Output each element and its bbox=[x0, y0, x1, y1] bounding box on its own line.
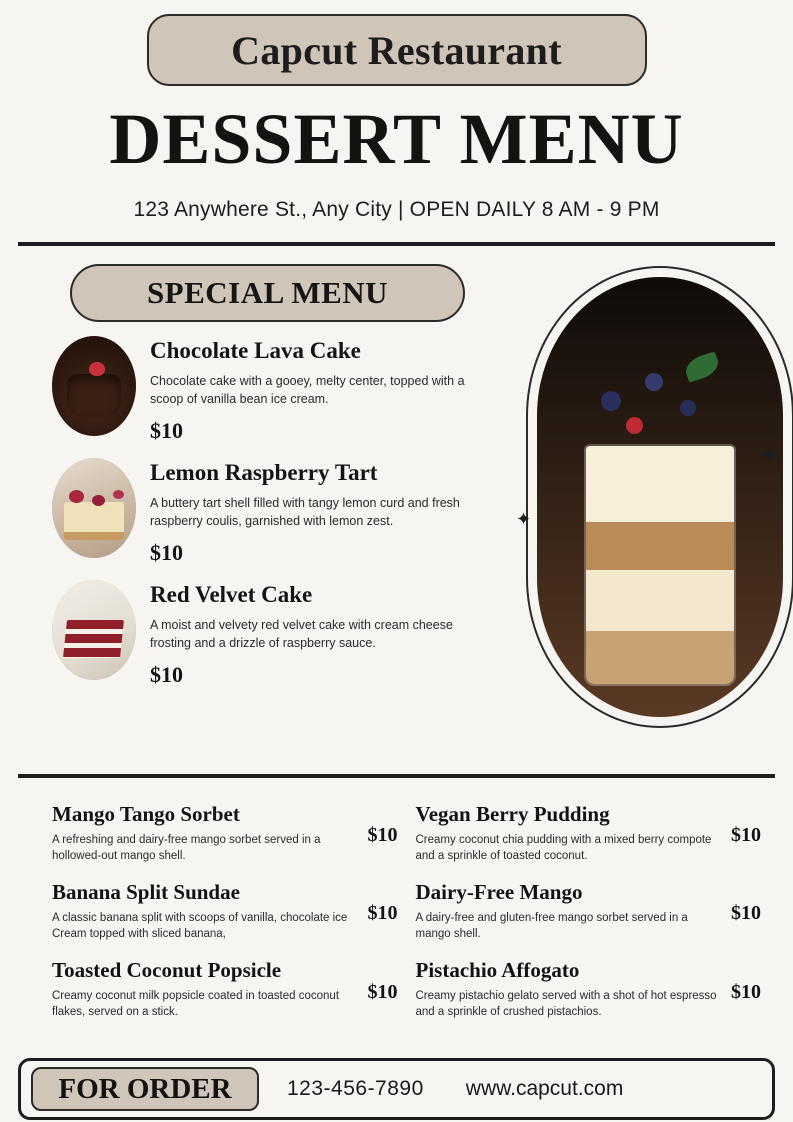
special-menu-list bbox=[18, 264, 510, 754]
divider-middle bbox=[18, 774, 775, 778]
address-and-hours: 123 Anywhere St., Any City | OPEN DAILY 8 AM - 9 PM bbox=[133, 197, 660, 221]
menu-item bbox=[416, 958, 762, 1020]
dish-price: $10 bbox=[150, 662, 183, 688]
dish-thumbnail bbox=[52, 580, 136, 680]
berry-parfait-image bbox=[537, 277, 783, 717]
dish-thumbnail bbox=[52, 336, 136, 436]
dish-description: A moist and velvety red velvet cake with cream cheese frosting and a drizzle of raspberry sauce. bbox=[150, 618, 453, 651]
menu-item bbox=[416, 880, 762, 942]
menu-item-price: $10 bbox=[731, 902, 761, 925]
menu-item-price: $10 bbox=[367, 980, 398, 1003]
page-title: DESSERT MENU bbox=[109, 99, 684, 179]
parfait-glass bbox=[584, 444, 737, 686]
menu-item-description: A dairy-free and gluten-free mango sorbet served in a mango shell. bbox=[415, 911, 688, 940]
menu-item bbox=[52, 802, 398, 864]
strawberry-icon bbox=[626, 417, 643, 434]
menu-item bbox=[416, 802, 762, 864]
dish-price: $10 bbox=[150, 417, 183, 443]
special-menu-badge bbox=[70, 264, 465, 322]
website-url[interactable]: www.capcut.com bbox=[465, 1077, 624, 1100]
brand-name: Capcut Restaurant bbox=[231, 27, 562, 73]
sparkle-icon: ✦ bbox=[516, 508, 532, 529]
menu-page bbox=[0, 14, 793, 1122]
chocolate-lava-cake-image bbox=[52, 336, 136, 436]
red-velvet-cake-image bbox=[52, 580, 136, 680]
divider-top bbox=[18, 242, 775, 246]
blueberry-icon bbox=[645, 373, 663, 391]
dish-description: A buttery tart shell filled with tangy lemon curd and fresh raspberry coulis, garnished with lemon zest. bbox=[150, 495, 460, 528]
special-item bbox=[18, 458, 510, 566]
brand-banner bbox=[147, 14, 647, 86]
special-item bbox=[18, 336, 510, 444]
menu-item-name: Mango Tango Sorbet bbox=[52, 801, 240, 826]
lemon-raspberry-tart-image bbox=[52, 458, 136, 558]
menu-item-name: Vegan Berry Pudding bbox=[415, 801, 610, 826]
special-menu-section bbox=[18, 264, 781, 754]
menu-item-name: Banana Split Sundae bbox=[52, 879, 240, 904]
menu-item-price: $10 bbox=[731, 824, 761, 847]
blueberry-icon bbox=[601, 391, 621, 411]
regular-menu-grid bbox=[18, 792, 775, 1021]
menu-item-description: Creamy coconut chia pudding with a mixed berry compote and a sprinkle of toasted coconut. bbox=[415, 833, 712, 862]
blueberry-icon bbox=[680, 400, 696, 416]
dish-description: Chocolate cake with a gooey, melty center, topped with a scoop of vanilla bean ice cream. bbox=[150, 373, 465, 406]
menu-item-name: Toasted Coconut Popsicle bbox=[52, 957, 282, 982]
dish-details bbox=[150, 458, 510, 566]
menu-item bbox=[52, 880, 398, 942]
menu-item-description: A classic banana split with scoops of vanilla, chocolate ice Cream topped with sliced banana, bbox=[52, 911, 348, 940]
menu-item-description: Creamy pistachio gelato served with a shot of hot espresso and a sprinkle of crushed pistachios. bbox=[415, 989, 717, 1019]
menu-item-name: Pistachio Affogato bbox=[415, 957, 580, 982]
menu-item-price: $10 bbox=[367, 824, 398, 847]
hero-image-area bbox=[516, 264, 781, 754]
dish-name: Chocolate Lava Cake bbox=[150, 337, 361, 363]
menu-item-price: $10 bbox=[367, 902, 398, 925]
phone-number[interactable]: 123-456-7890 bbox=[287, 1077, 424, 1100]
special-item bbox=[18, 580, 510, 688]
sparkle-icon: ✦ bbox=[759, 439, 781, 470]
menu-item bbox=[52, 958, 398, 1020]
dish-details bbox=[150, 336, 510, 444]
dish-details bbox=[150, 580, 510, 688]
menu-item-description: A refreshing and dairy-free mango sorbet served in a hollowed-out mango shell. bbox=[52, 833, 321, 862]
special-menu-label: SPECIAL MENU bbox=[146, 274, 389, 310]
order-footer bbox=[18, 1058, 775, 1120]
dish-name: Red Velvet Cake bbox=[150, 582, 313, 608]
menu-item-name: Dairy-Free Mango bbox=[415, 879, 583, 904]
dish-price: $10 bbox=[150, 540, 183, 566]
mint-leaf-icon bbox=[682, 351, 721, 382]
menu-item-price: $10 bbox=[731, 980, 761, 1003]
hero-image-frame bbox=[526, 266, 793, 728]
dish-thumbnail bbox=[52, 458, 136, 558]
menu-item-description: Creamy coconut milk popsicle coated in toasted coconut flakes, served on a stick. bbox=[52, 989, 340, 1019]
for-order-label: FOR ORDER bbox=[58, 1072, 232, 1105]
dish-name: Lemon Raspberry Tart bbox=[150, 459, 378, 485]
for-order-badge bbox=[31, 1067, 259, 1111]
